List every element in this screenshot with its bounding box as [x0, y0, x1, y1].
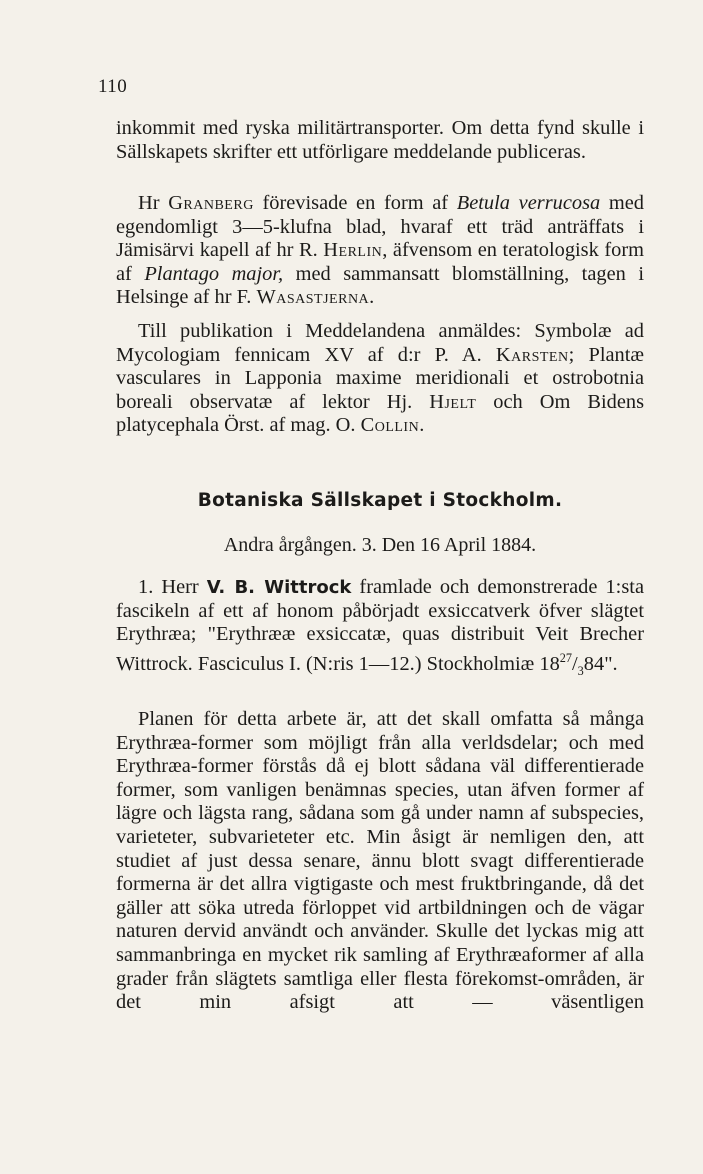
person-name: V. B. Wittrock [206, 577, 352, 598]
section-heading: Botaniska Sällskapet i Stockholm. [197, 490, 563, 511]
person-name: Karsten [495, 343, 569, 366]
person-name: Granberg [168, 192, 254, 214]
paragraph-3: Till publikation i Meddelandena anmäldes: Symbolæ ad Mycologiam fennicam XV af d:r P. A. Karsten; Plantæ vasculares in Lapponia maxime meridionali et ostrobotnia boreali observatæ af lektor Hj. Hjelt och Om Bidens platycephala Örst. af mag. O. Collin. [116, 320, 645, 437]
paragraph-2: Hr Granberg förevisade en form af Betula verrucosa med egendomligt 3—5-klufna blad, hvaraf ett träd anträffats i Jämisärvi kapell af hr R. Herlin, äfvensom en teratologisk form af Plantago major, med sammansatt blomställning, tagen i Helsinge af hr F. Wasastjerna. [116, 192, 645, 309]
person-name: Wasastjerna [256, 286, 370, 309]
paragraph-4: 1. Herr V. B. Wittrock framlade och demonstrerade 1:sta fascikeln af ett af honom påbörjadt exsiccatverk öfver slägtet Erythræa; "Erythrææ exsiccatæ, quas distribuit Veit Brecher Wittrock. Fasciculus I. (N:ris 1—12.) Stockholmiæ $18^{27}/_384$". [116, 576, 644, 678]
person-name: Collin [360, 414, 420, 437]
section-subheading: Andra årgången. 3. Den 16 April 1884. [223, 534, 537, 556]
species-name: Betula verrucosa [456, 192, 601, 214]
person-name: Herlin [323, 239, 383, 262]
item-number: 1. [138, 576, 154, 598]
paragraph-1: inkommit med ryska militärtransporter. Om detta fynd skulle i Sällskapets skrifter ett utförligare meddelande publiceras. [116, 117, 644, 163]
paragraph-5: Planen för detta arbete är, att det skall omfatta så många Erythræa-former som möjligt från alla verldsdelar; och med Erythræa-former förstås då ej blott sådana väl differentierade former, som vanligen benämnas species, utan äfven former af lägre och lägsta rang, sådana som gå under namn af subspecies, varieteter, subvarieteter etc. Min åsigt är nemligen den, att studiet af just dessa senare, ännu blott svagt differentierade formerna är det allra vigtigaste och mest fruktbringande, då det gäller att söka utreda förloppet vid artbildningen och de vägar naturen dervid användt och använder. Skulle det lyckas mig att sammanbringa en mycket rik samling af Erythræaformer af alla grader från slägtets samtliga eller flesta förekomst-områden, är det min afsigt att — väsentligen [116, 708, 644, 1014]
person-name: Hjelt [429, 390, 477, 413]
page-number: 110 [98, 76, 128, 97]
species-name: Plantago major, [144, 262, 284, 285]
